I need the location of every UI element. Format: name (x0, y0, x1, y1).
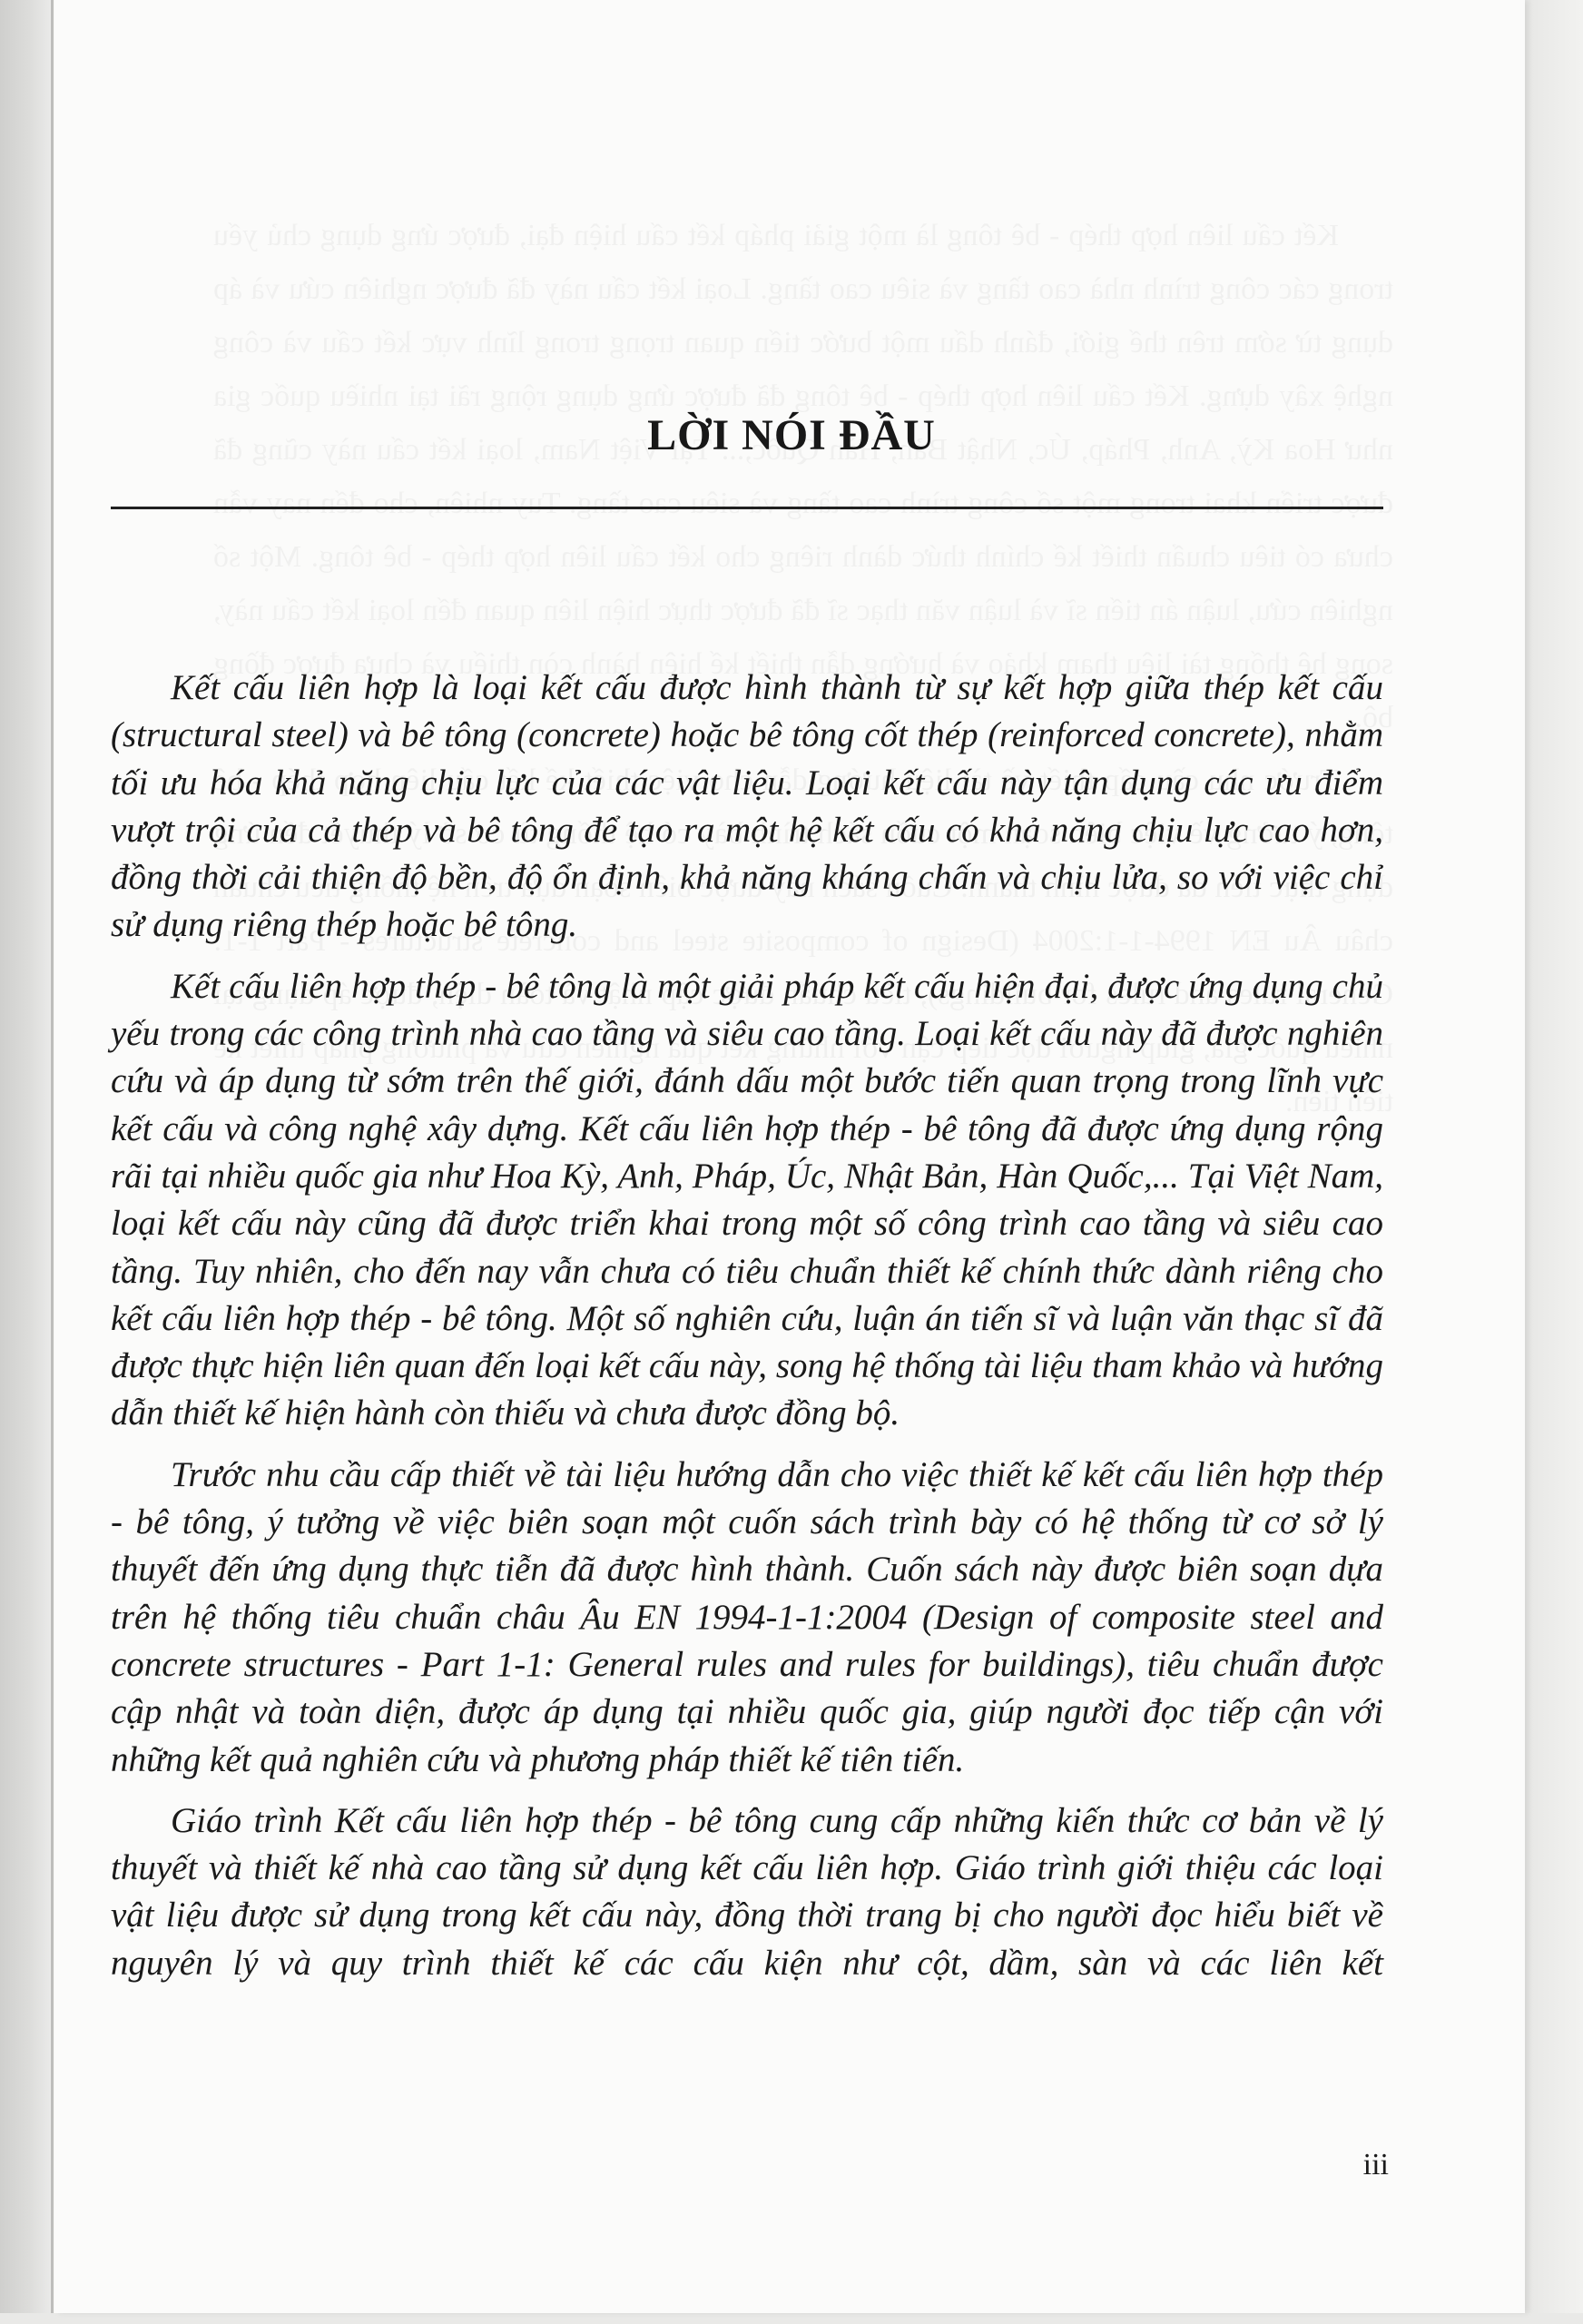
page-number: iii (1362, 2148, 1389, 2181)
binding-edge (51, 0, 54, 2324)
title-divider (111, 507, 1383, 509)
book-binding (0, 0, 53, 2324)
paragraph-4: Giáo trình Kết cấu liên hợp thép - bê tông cung cấp những kiến thức cơ bản về lý thuyết và thiết kế nhà cao tầng sử dụng kết cấu liên hợp. Giáo trình giới thiệu các loại vật liệu được sử dụng trong kết cấu này, đồng thời trang bị cho người đọc hiểu biết về nguyên lý và quy trình thiết kế các cấu kiện như cột, dầm, sàn và các liên kết (111, 1800, 1383, 1983)
bottom-page-edge (0, 2313, 1583, 2324)
preface-body (111, 665, 1383, 2001)
right-page-margin (1525, 0, 1583, 2324)
paragraph-3: Trước nhu cầu cấp thiết về tài liệu hướng dẫn cho việc thiết kế kết cấu liên hợp thép - bê tông, ý tưởng về việc biên soạn một cuốn sách trình bày có hệ thống từ cơ sở lý thuyết đến ứng dụng thực tiễn đã được hình thành. Cuốn sách này được biên soạn dựa trên hệ thống tiêu chuẩn châu Âu EN 1994-1-1:2004 (Design of composite steel and concrete structures - Part 1-1: General rules and rules for buildings), tiêu chuẩn được cập nhật và toàn diện, được áp dụng tại nhiều quốc gia, giúp người đọc tiếp cận với những kết quả nghiên cứu và phương pháp thiết kế tiên tiến. (111, 1454, 1383, 1779)
page-title: LỜI NÓI ĐẦU (647, 411, 936, 459)
paragraph-1: Kết cấu liên hợp là loại kết cấu được hình thành từ sự kết hợp giữa thép kết cấu (structural steel) và bê tông (concrete) hoặc bê tông cốt thép (reinforced concrete), nhằm tối ưu hóa khả năng chịu lực của các vật liệu. Loại kết cấu này tận dụng các ưu điểm vượt trội của cả thép và bê tông để tạo ra một hệ kết cấu có khả năng chịu lực cao hơn, đồng thời cải thiện độ bền, độ ổn định, khả năng kháng chấn và chịu lửa, so với việc chỉ sử dụng riêng thép hoặc bê tông. (111, 668, 1383, 945)
paragraph-2: Kết cấu liên hợp thép - bê tông là một giải pháp kết cấu hiện đại, được ứng dụng chủ yếu trong các công trình nhà cao tầng và siêu cao tầng. Loại kết cấu này đã được nghiên cứu và áp dụng từ sớm trên thế giới, đánh dấu một bước tiến quan trọng trong lĩnh vực kết cấu và công nghệ xây dựng. Kết cấu liên hợp thép - bê tông đã được ứng dụng rộng rãi tại nhiều quốc gia như Hoa Kỳ, Anh, Pháp, Úc, Nhật Bản, Hàn Quốc,... Tại Việt Nam, loại kết cấu này cũng đã được triển khai trong một số công trình cao tầng và siêu cao tầng. Tuy nhiên, cho đến nay vẫn chưa có tiêu chuẩn thiết kế chính thức dành riêng cho kết cấu liên hợp thép - bê tông. Một số nghiên cứu, luận án tiến sĩ và luận văn thạc sĩ đã được thực hiện liên quan đến loại kết cấu này, song hệ thống tài liệu tham khảo và hướng dẫn thiết kế hiện hành còn thiếu và chưa được đồng bộ. (111, 966, 1383, 1433)
